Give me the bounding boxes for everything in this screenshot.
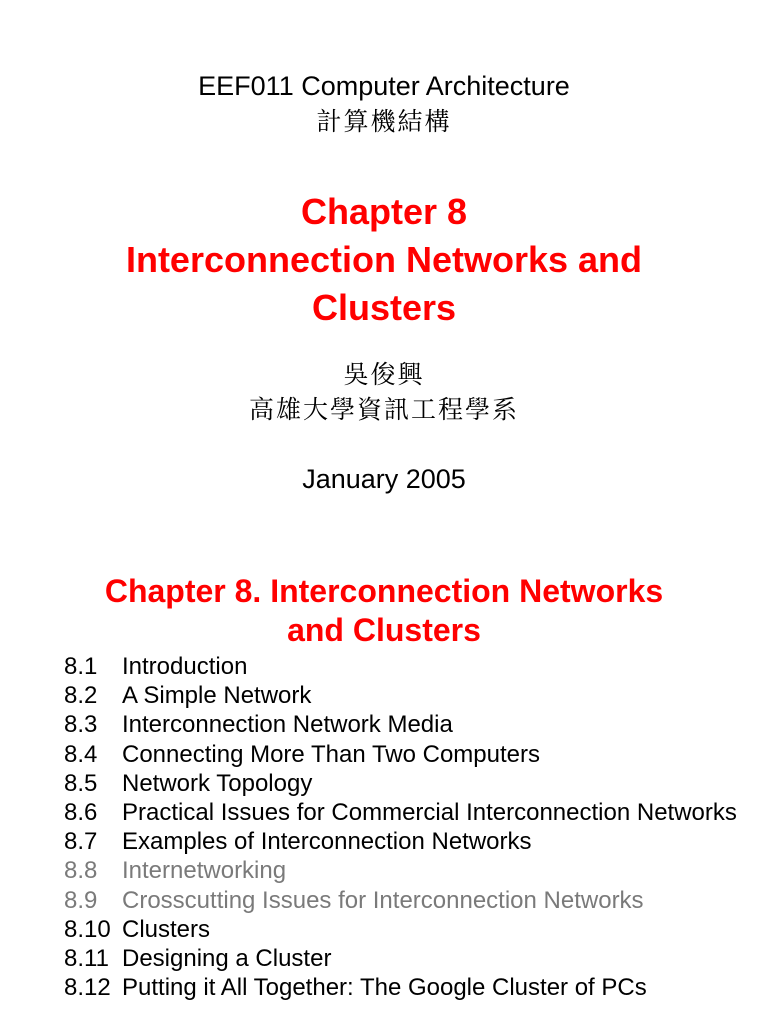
- contents-title-line: and Clusters: [287, 612, 481, 648]
- toc-item-text: Designing a Cluster: [122, 945, 332, 973]
- chapter-title-line: Clusters: [311, 287, 457, 328]
- toc-item-text: Practical Issues for Commercial Interconnection Networks: [122, 799, 737, 827]
- toc-item-number: 8.4: [64, 740, 98, 768]
- course-title: EEF011 Computer Architecture: [198, 71, 570, 101]
- toc-item-number: 8.5: [64, 769, 98, 797]
- department-name: 高雄大學資訊工程學系: [248, 395, 519, 424]
- toc-item-number: 8.1: [64, 653, 98, 680]
- toc-item-number: 8.3: [64, 711, 98, 739]
- toc-item: [64, 740, 744, 769]
- toc-item-text: Connecting More Than Two Computers: [122, 740, 540, 768]
- contents-title: [20, 572, 748, 650]
- presentation-date: January 2005: [302, 464, 466, 494]
- toc-item-number: 8.10: [64, 915, 111, 943]
- toc-item: [64, 915, 744, 944]
- toc-item-number: 8.11: [64, 945, 109, 973]
- toc-item-number: 8.8: [64, 857, 98, 885]
- toc-item-text: Introduction: [122, 653, 248, 680]
- chapter-title-line: Chapter 8: [300, 191, 468, 232]
- toc-item: [64, 856, 744, 885]
- toc-item-text: Interconnection Network Media: [122, 711, 453, 739]
- toc-item-text: Clusters: [122, 915, 211, 943]
- author-name: 吳俊興: [343, 360, 425, 389]
- contents-slide: [0, 532, 768, 1024]
- contents-title-line: Chapter 8. Interconnection Networks: [104, 573, 664, 609]
- table-of-contents: [64, 652, 744, 1002]
- toc-item-text: Internetworking: [122, 857, 287, 885]
- toc-item: [64, 681, 744, 710]
- toc-item: [64, 944, 744, 973]
- toc-item: [64, 710, 744, 739]
- toc-item-number: 8.12: [64, 974, 111, 1002]
- toc-item-text: Examples of Interconnection Networks: [122, 828, 532, 856]
- toc-item-text: Network Topology: [122, 769, 313, 797]
- toc-item-number: 8.2: [64, 682, 98, 710]
- toc-item-number: 8.7: [64, 828, 98, 856]
- course-title-chinese: 計算機結構: [316, 107, 452, 136]
- toc-item: [64, 973, 744, 1002]
- toc-item: [64, 827, 744, 856]
- toc-item-number: 8.6: [64, 799, 98, 827]
- toc-item-number: 8.9: [64, 886, 98, 914]
- toc-item: [64, 652, 744, 681]
- toc-item-text: Crosscutting Issues for Interconnection Networks: [122, 886, 644, 914]
- chapter-title: [40, 188, 728, 332]
- toc-item-text: Putting it All Together: The Google Cluster of PCs: [122, 974, 647, 1002]
- toc-item-text: A Simple Network: [122, 682, 312, 710]
- toc-item: [64, 798, 744, 827]
- chapter-title-line: Interconnection Networks and: [125, 239, 643, 280]
- toc-item: [64, 769, 744, 798]
- toc-item: [64, 886, 744, 915]
